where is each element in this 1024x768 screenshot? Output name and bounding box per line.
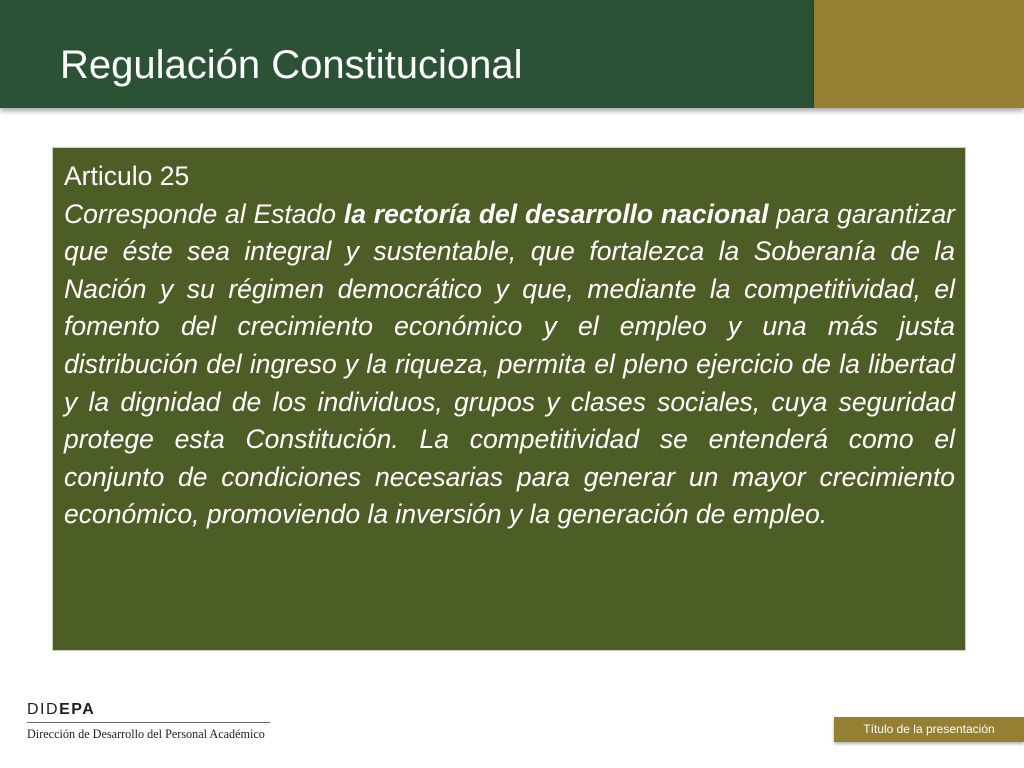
presentation-title-tag: Título de la presentación [834, 717, 1024, 742]
header-accent-block [814, 0, 1024, 108]
logo-wordmark-suffix: EPA [59, 701, 96, 718]
article-emphasis: la rectoría del desarrollo nacional [343, 198, 769, 229]
article-label: Articulo 25 [64, 161, 190, 191]
article-text [64, 196, 955, 534]
article-intro: Corresponde al Estado [64, 198, 344, 229]
logo-subtitle: Dirección de Desarrollo del Personal Académico [27, 727, 265, 741]
didepa-logo [27, 700, 270, 742]
slide-title: Regulación Constitucional [60, 43, 523, 87]
logo-wordmark [27, 700, 270, 720]
logo-wordmark-prefix: DID [27, 701, 60, 718]
article-body: para garantizar que éste sea integral y sustentable, que fortalezca la Soberanía de la Nación y su régimen democrático y que, mediante la competitividad, el fomento del crecimiento económico y el empleo y una más justa distribución del ingreso y la riqueza, permita el pleno ejercicio de la libertad y la dignidad de los individuos, grupos y clases sociales, cuya seguridad protege esta Constitución. La competitividad se entenderá como el conjunto de condiciones necesarias para generar un mayor crecimiento económico, promoviendo la inversión y la generación de empleo. [64, 198, 956, 530]
article-content-box [52, 147, 966, 651]
logo-divider [27, 722, 270, 723]
